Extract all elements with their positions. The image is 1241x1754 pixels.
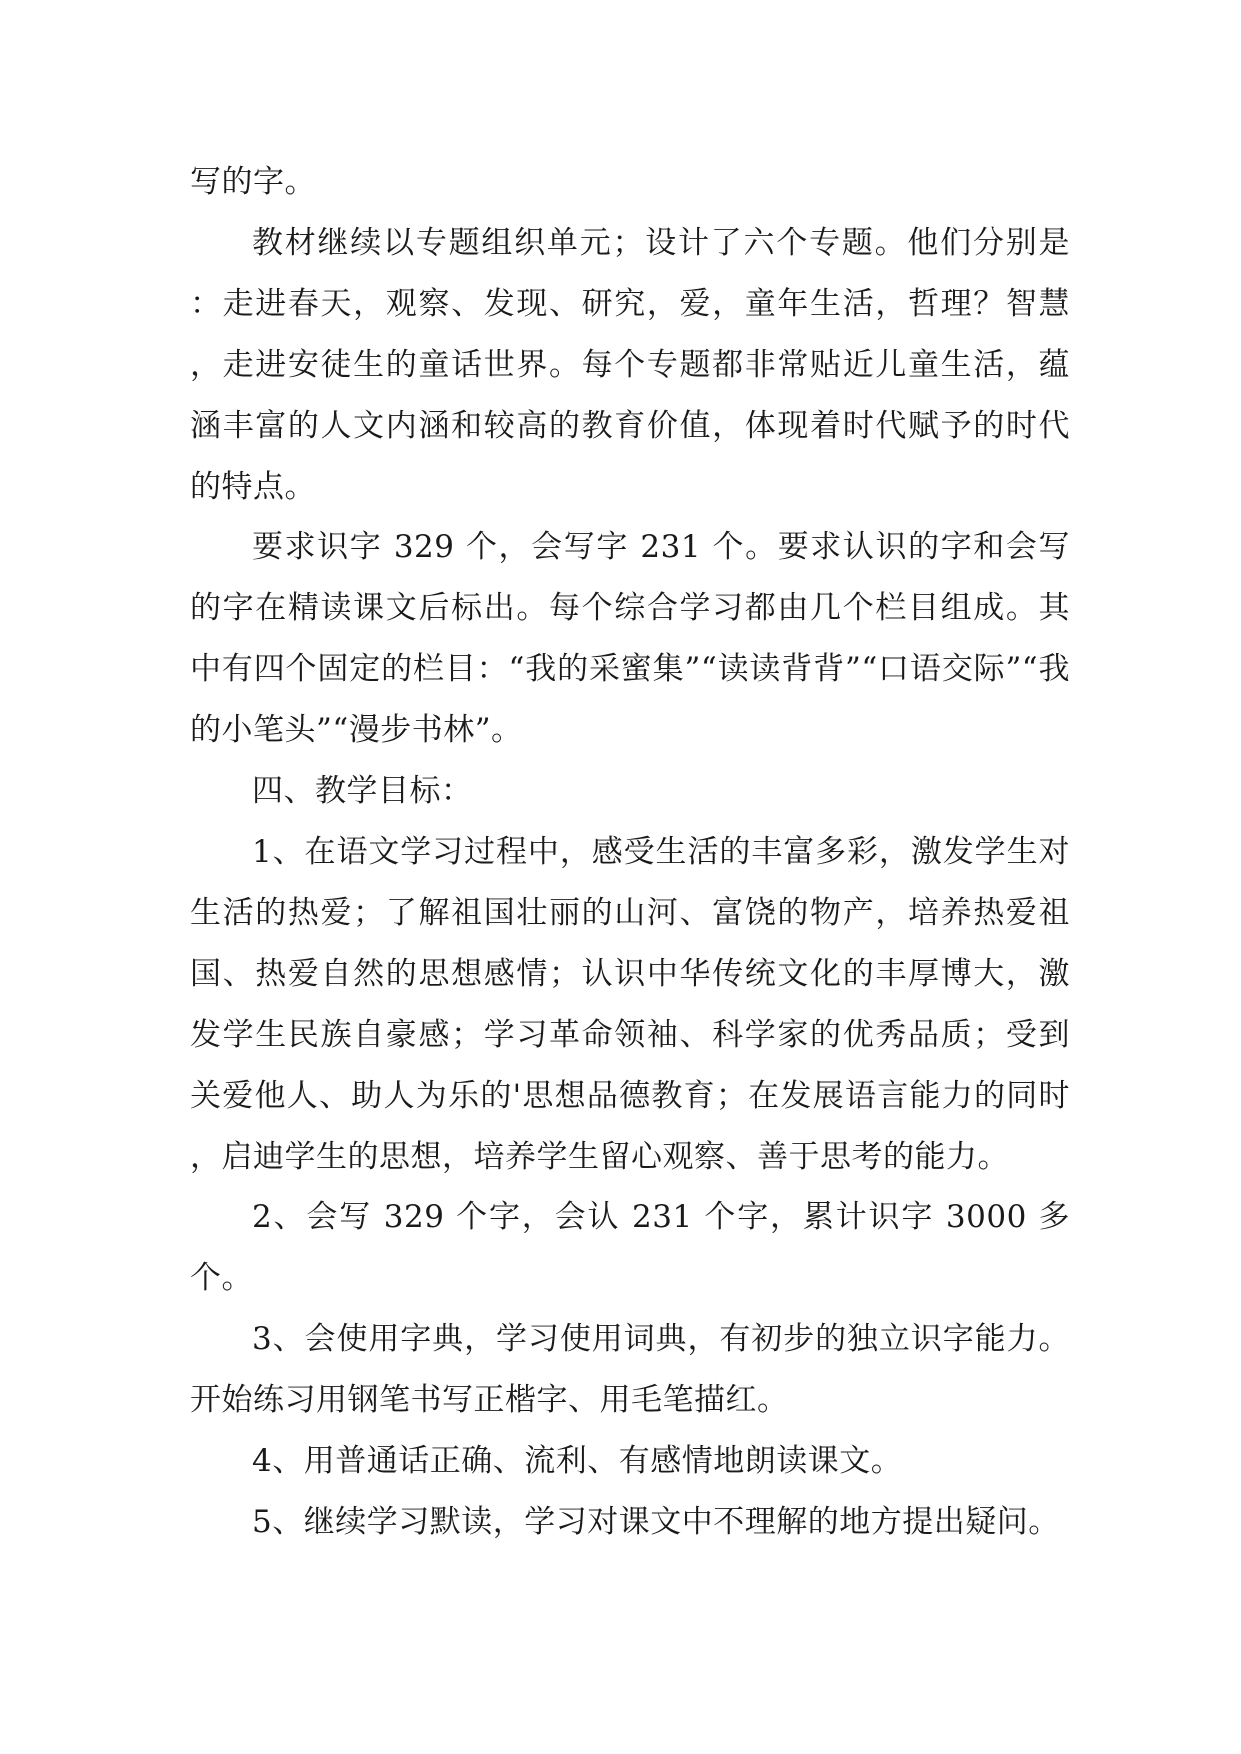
section-heading-teaching-goals: 四、教学目标： bbox=[252, 773, 473, 810]
document-body bbox=[190, 152, 1070, 1553]
paragraph-literacy-requirements: 要求识字 329 个，会写字 231 个。要求认识的字和会写的字在精读课文后标出。每个综合学习都由几个栏目组成。其中有四个固定的栏目：“我的采蜜集”“读读背背”“口语交际”“我的小笔头”“漫步书林”。 bbox=[190, 529, 1070, 749]
goal-item-1: 1、在语文学习过程中，感受生活的丰富多彩，激发学生对生活的热爱；了解祖国壮丽的山河、富饶的物产，培养热爱祖国、热爱自然的思想感情；认识中华传统文化的丰厚博大，激发学生民族自豪感；学习革命领袖、科学家的优秀品质；受到关爱他人、助人为乐的'思想品德教育；在发展语言能力的同时，启迪学生的思想，培养学生留心观察、善于思考的能力。 bbox=[190, 833, 1070, 1175]
goal-item-4: 4、用普通话正确、流利、有感情地朗读课文。 bbox=[252, 1443, 903, 1480]
goal-item-3: 3、会使用字典，学习使用词典，有初步的独立识字能力。开始练习用钢笔书写正楷字、用毛笔描红。 bbox=[190, 1321, 1070, 1419]
goal-item-2: 2、会写 329 个字，会认 231 个字，累计识字 3000 多个。 bbox=[190, 1199, 1070, 1297]
paragraph-textbook-topics: 教材继续以专题组织单元；设计了六个专题。他们分别是：走进春天，观察、发现、研究，爱，童年生活，哲理？智慧，走进安徒生的童话世界。每个专题都非常贴近儿童生活，蕴涵丰富的人文内涵和较高的教育价值，体现着时代赋予的时代的特点。 bbox=[190, 224, 1070, 505]
goal-item-5: 5、继续学习默读，学习对课文中不理解的地方提出疑问。 bbox=[252, 1503, 1060, 1540]
paragraph-continuation: 写的字。 bbox=[190, 164, 316, 200]
